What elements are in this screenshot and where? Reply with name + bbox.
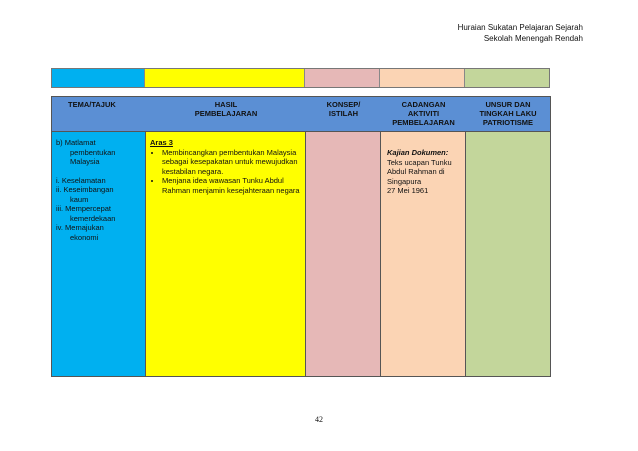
strip-pink [305, 69, 380, 87]
tema-sub-3: iii. Mempercepat [56, 204, 112, 213]
hasil-point-2: • Menjana idea wawasan Tunku Abdul Rahman menjamin kesejahteraan negara [162, 176, 301, 195]
column-konsep [306, 132, 381, 376]
tema-item-b-line3: Malaysia [70, 157, 100, 166]
header-subtitle: Sekolah Menengah Rendah [483, 34, 583, 43]
page-number: 42 [315, 415, 323, 424]
column-cadangan [381, 132, 466, 376]
tema-content [52, 132, 145, 242]
hasil-point-1: • Membincangkan pembentukan Malaysia sebagai kesepakatan untuk mewujudkan kestabilan negara. [162, 148, 301, 177]
header-konsep: KONSEP/ ISTILAH [326, 100, 361, 118]
strip-green [465, 69, 549, 87]
header-hasil: HASIL PEMBELAJARAN [194, 100, 258, 118]
table-header-row [52, 97, 550, 132]
curriculum-table [51, 96, 551, 377]
color-strip [51, 68, 550, 88]
header-unsur: UNSUR DAN TINGKAH LAKU PATRIOTISME [479, 100, 537, 127]
tema-item-b: b) Matlamat [56, 138, 96, 147]
hasil-content [146, 132, 305, 195]
hasil-aras: Aras 3 [150, 138, 173, 147]
column-tema [52, 132, 146, 376]
column-hasil [146, 132, 306, 376]
cadangan-content [381, 132, 465, 196]
strip-yellow [145, 69, 305, 87]
header-cadangan: CADANGAN AKTIVITI PEMBELAJARAN [392, 100, 455, 127]
cadangan-line-2: 27 Mei 1961 [387, 186, 429, 195]
tema-sub-4-line2: ekonomi [70, 232, 99, 242]
tema-sub-1: i. Keselamatan [56, 175, 106, 185]
tema-sub-2: ii. Keseimbangan [56, 185, 114, 194]
document-header [458, 22, 583, 44]
tema-sub-3-line2: kemerdekaan [70, 213, 116, 223]
tema-sub-4: iv. Memajukan [56, 223, 104, 232]
strip-blue [52, 69, 145, 87]
cadangan-title: Kajian Dokumen: [387, 148, 449, 157]
tema-item-b-line2: pembentukan [70, 147, 116, 157]
tema-sub-2-line2: kaum [70, 194, 89, 204]
cadangan-line-1: Teks ucapan Tunku Abdul Rahman di Singapura [387, 157, 452, 186]
column-unsur [466, 132, 550, 376]
header-tema: TEMA/TAJUK [68, 100, 116, 109]
header-title: Huraian Sukatan Pelajaran Sejarah [457, 23, 583, 32]
strip-peach [380, 69, 465, 87]
